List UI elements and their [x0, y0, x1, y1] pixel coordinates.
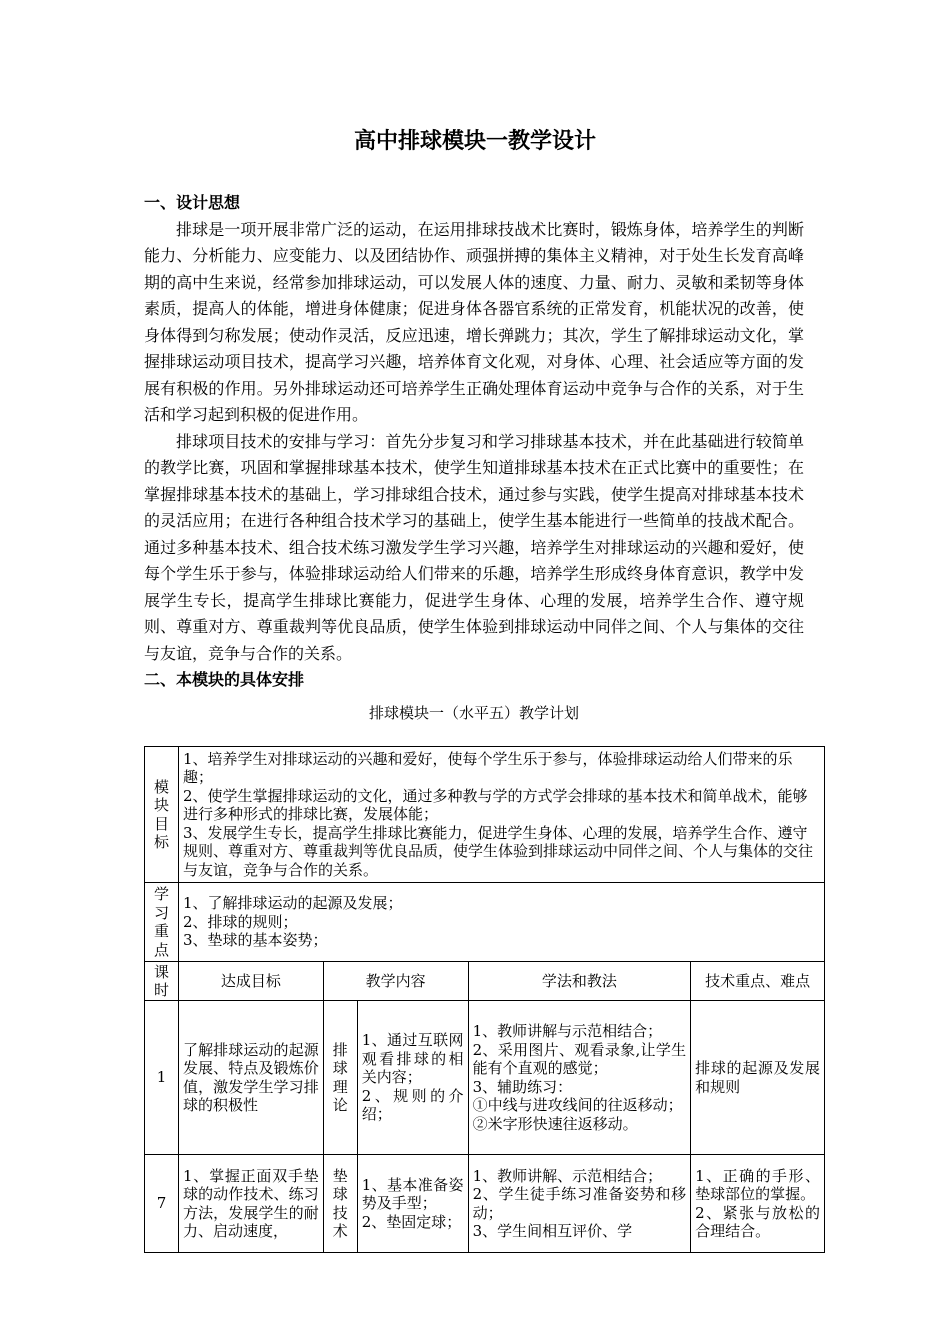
method-item: 1、教师讲解与示范相结合；: [472, 1022, 663, 1040]
table-row: [145, 1155, 825, 1253]
key-cell: [691, 1155, 825, 1253]
focus-item: 3、垫球的基本姿势；: [182, 931, 328, 950]
content-item: 1、通过互联网观看排球的相关内容；: [361, 1031, 464, 1087]
goal-item: 2、使学生掌握排球运动的文化，通过多种教与学的方式学会排球的基本技术和简单战术，能够进行多种形式的排球比赛，发展体能；: [182, 786, 808, 824]
paragraph: 排球是一项开展非常广泛的运动，在运用排球技战术比赛时，锻炼身体，培养学生的判断能力、分析能力、应变能力、以及团结协作、顽强拼搏的集体主义精神，对于处生长发育高峰期的高中生来说，经常参加排球运动，可以发展人体的速度、力量、耐力、灵敏和柔韧等身体素质，提高人的体能，增进身体健康；促进身体各器官系统的正常发育，机能状况的改善，使身体得到匀称发展；使动作灵活，反应迅速，增长弹跳力；其次，学生了解排球运动文化，掌握排球运动项目技术，提高学习兴趣，培养体育文化观，对身体、心理、社会适应等方面的发展有积极的作用。另外排球运动还可培养学生正确处理体育运动中竞争与合作的关系，对于生活和学习起到积极的促进作用。: [144, 219, 804, 424]
focus-item: 2、排球的规则；: [182, 912, 298, 931]
focus-cell: [178, 883, 824, 962]
column-header: 学法和教法: [468, 962, 691, 1001]
key-item: 2、紧张与放松的合理结合。: [695, 1203, 820, 1240]
document-title: 高中排球模块一教学设计: [353, 129, 596, 154]
column-header: 技术重点、难点: [691, 962, 825, 1001]
key-item: 1、正确的手形、垫球部位的掌握。: [695, 1166, 820, 1203]
content-item: 1、基本准备姿势及手型；: [361, 1175, 464, 1213]
method-item: 1、教师讲解、示范相结合；: [472, 1166, 663, 1185]
content-cell: [357, 1001, 468, 1155]
goal-cell: 1、掌握正面双手垫球的动作技术、练习方法，发展学生的耐力、启动速度，: [178, 1155, 323, 1253]
paragraph: 排球项目技术的安排与学习：首先分步复习和学习排球基本技术，并在此基础进行较简单的教学比赛，巩固和掌握排球基本技术，使学生知道排球基本技术在正式比赛中的重要性；在掌握排球基本技术的基础上，学习排球组合技术，通过参与实践，使学生提高对排球基本技术的灵活应用；在进行各种组合技术学习的基础上，使学生基本能进行一些简单的技战术配合。通过多种基本技术、组合技术练习激发学生学习兴趣，培养学生对排球运动的兴趣和爱好，使每个学生乐于参与，体验排球运动给人们带来的乐趣，培养学生形成终身体育意识，教学中发展学生专长，提高学生排球比赛能力，促进学生身体、心理的发展，培养学生合作、遵守规则、尊重对方、尊重裁判等优良品质，使学生体验到排球运动中同伴之间、个人与集体的交往与友谊，竞争与合作的关系。: [144, 431, 804, 663]
teaching-plan-table: [144, 746, 825, 1253]
column-header: 达成目标: [178, 962, 323, 1001]
table-row: [145, 883, 825, 962]
method-item: 2、学生徒手练习准备姿势和移动；: [472, 1185, 687, 1222]
document-body: [144, 190, 820, 1253]
table-row: [145, 1001, 825, 1155]
method-item: 3、辅助练习：: [472, 1077, 573, 1096]
method-item: ①中线与进攻线间的往返移动；: [472, 1096, 683, 1114]
table-caption: 排球模块一（水平五）教学计划: [368, 703, 579, 722]
table-row: [145, 747, 825, 883]
table-header-row: [145, 962, 825, 1001]
goal-item: 3、发展学生专长，提高学生排球比赛能力，促进学生身体、心理的发展，培养学生合作、遵守规则、尊重对方、尊重裁判等优良品质，使学生体验到排球运动中同伴之间、个人与集体的交往与友谊，竞争与合作的关系。: [182, 823, 813, 879]
hours-cell: 7: [145, 1155, 179, 1253]
row-label: 学习重点: [145, 883, 179, 962]
section-heading-arrangement: 二、本模块的具体安排: [144, 670, 305, 689]
section-heading-design: 一、设计思想: [144, 193, 241, 212]
goal-item: 1、培养学生对排球运动的兴趣和爱好，使每个学生乐于参与，体验排球运动给人们带来的乐趣；: [182, 749, 793, 787]
methods-cell: [468, 1001, 691, 1155]
content-cell: [357, 1155, 468, 1253]
content-item: 2、垫固定球；: [361, 1212, 462, 1231]
method-item: ②米字形快速往返移动。: [472, 1114, 638, 1133]
goal-cell: 了解排球运动的起源发展、特点及锻炼价值，激发学生学习排球的积极性: [178, 1001, 323, 1155]
methods-cell: [468, 1155, 691, 1253]
topic-cell: 垫球技术: [323, 1155, 357, 1253]
hours-cell: 1: [145, 1001, 179, 1155]
topic-cell: 排球理论: [323, 1001, 357, 1155]
goals-cell: [178, 747, 824, 883]
focus-item: 1、了解排球运动的起源及发展；: [182, 894, 403, 913]
content-item: 2、规则的介绍；: [361, 1086, 464, 1124]
row-label: 模块目标: [145, 747, 179, 883]
column-header: 课时: [145, 962, 179, 1001]
key-item: 排球的起源及发展和规则: [695, 1059, 820, 1096]
key-cell: [691, 1001, 825, 1155]
column-header: 教学内容: [323, 962, 468, 1001]
method-item: 2、采用图片、观看录象,让学生能有个直观的感觉；: [472, 1040, 687, 1077]
method-item: 3、学生间相互评价、学: [472, 1222, 633, 1240]
